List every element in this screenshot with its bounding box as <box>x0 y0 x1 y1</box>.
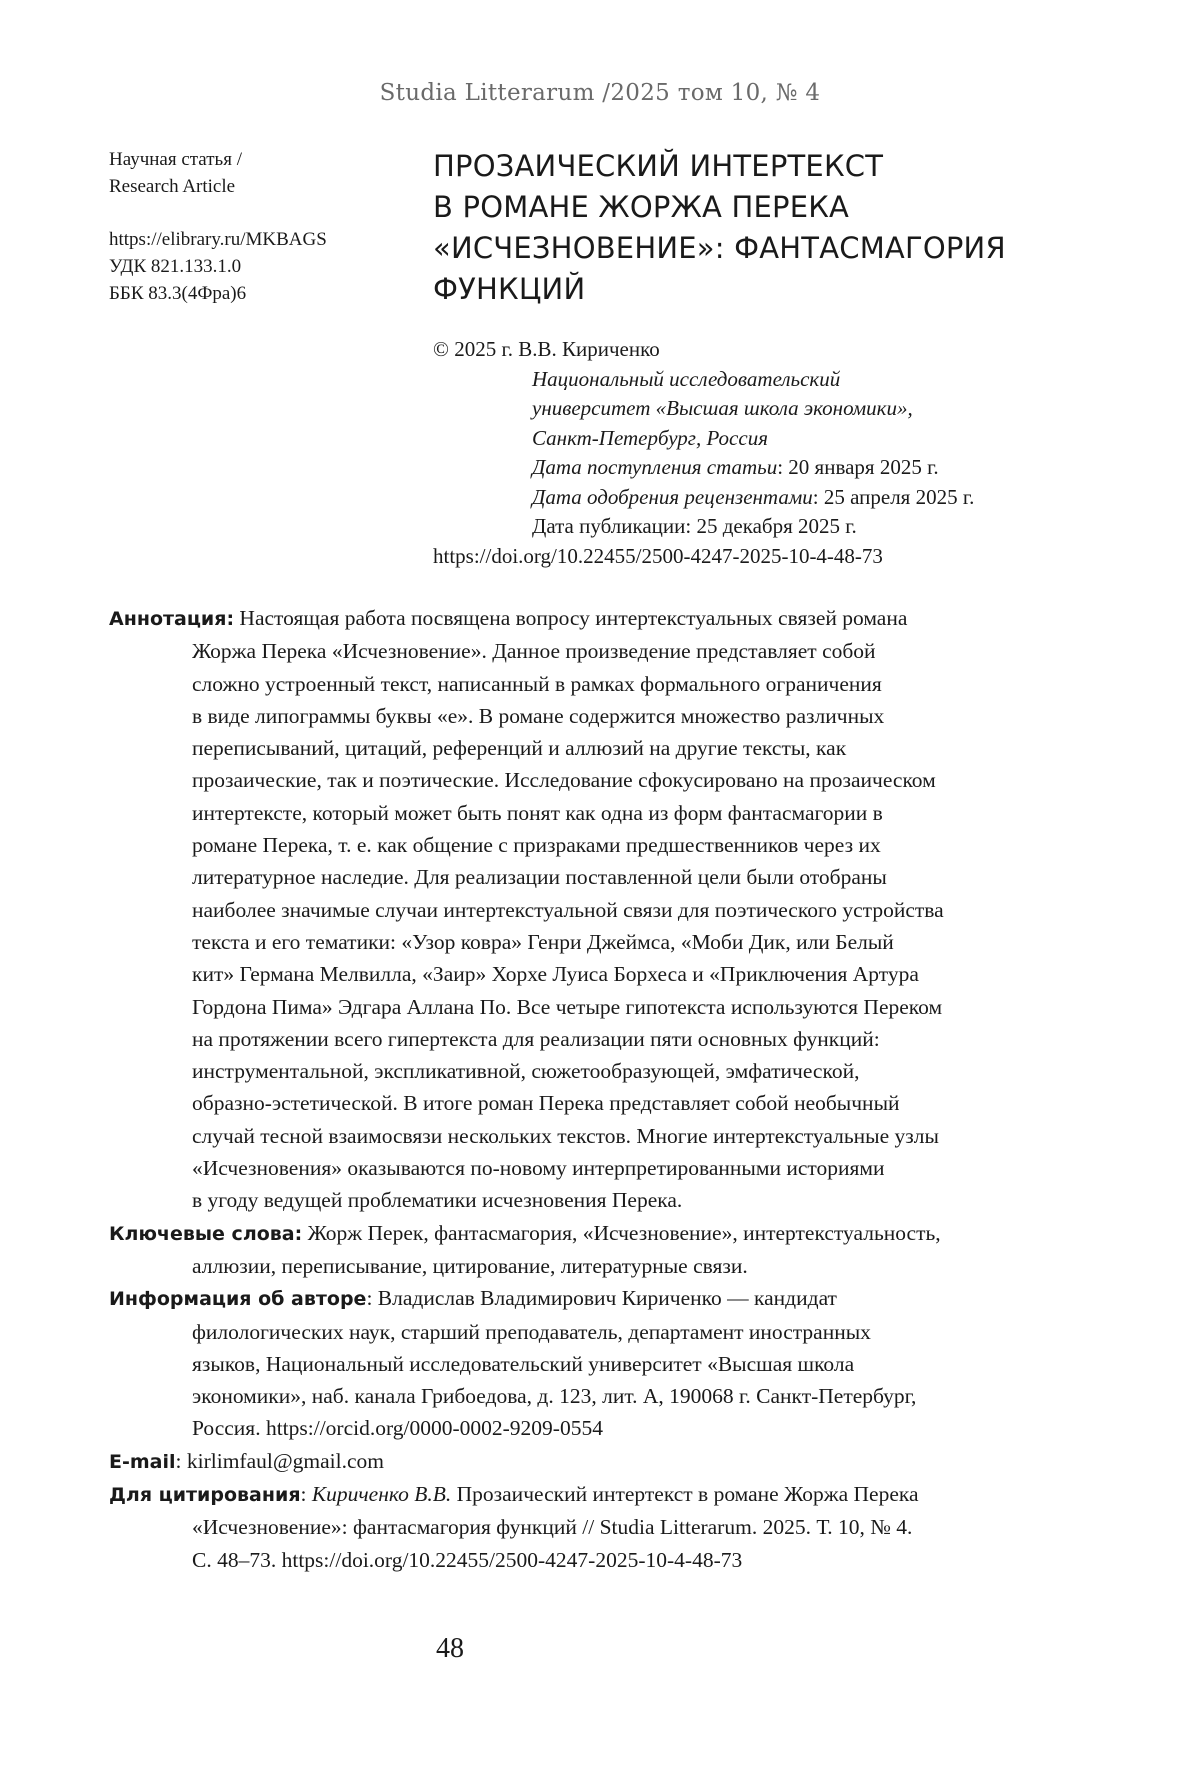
approved-label: Дата одобрения рецензентами <box>532 484 813 509</box>
author-info-text: : Владислав Владимирович Кириченко — кандидат <box>366 1286 837 1311</box>
abstract-line: романе Перека, т. е. как общение с призраками предшественников через их <box>192 833 881 858</box>
author-info-label: Информация об авторе <box>109 1288 367 1311</box>
abstract-line: в виде липограммы буквы «е». В романе содержится множество различных <box>192 703 885 728</box>
byline <box>433 335 1133 571</box>
article-title <box>433 146 1073 310</box>
affiliation-line: Национальный исследовательский <box>532 366 841 391</box>
article-meta <box>109 146 399 307</box>
author-info-line: экономики», наб. канала Грибоедова, д. 123, лит. А, 190068 г. Санкт-Петербург, <box>192 1384 917 1409</box>
citation-sep: : <box>300 1482 312 1507</box>
email-value[interactable]: : kirlimfaul@gmail.com <box>175 1448 384 1473</box>
keywords-text: Жорж Перек, фантасмагория, «Исчезновение», интертекстуальность, <box>302 1220 941 1245</box>
abstract-section <box>109 602 1057 1217</box>
keywords-line: аллюзии, переписывание, цитирование, литературные связи. <box>192 1253 748 1278</box>
abstract-text: Настоящая работа посвящена вопросу интертекстуальных связей романа <box>234 606 908 630</box>
abstract-line: кит» Германа Мелвилла, «Заир» Хорхе Луиса Борхеса и «Приключения Артура <box>192 962 919 987</box>
article-type-ru: Научная статья / <box>109 149 242 170</box>
abstract-line: литературное наследие. Для реализации поставленной цели были отобраны <box>192 865 887 890</box>
abstract-line: инструментальной, экспликативной, сюжетообразующей, эмфатической, <box>192 1059 860 1084</box>
abstract-line: в угоду ведущей проблематики исчезновения Перека. <box>192 1188 683 1213</box>
abstract-label: Аннотация: <box>109 608 235 630</box>
keywords-label: Ключевые слова: <box>109 1222 303 1245</box>
author-copyright: © 2025 г. В.В. Кириченко <box>433 337 660 361</box>
approved-value: : 25 апреля 2025 г. <box>812 484 975 509</box>
author-info-section <box>109 1282 1057 1444</box>
article-type-en: Research Article <box>109 176 236 197</box>
affiliation-line: Санкт-Петербург, Россия <box>532 425 768 450</box>
citation-text: Прозаический интертекст в романе Жоржа Перека <box>451 1482 919 1507</box>
abstract-line: сложно устроенный текст, написанный в рамках формального ограничения <box>192 671 882 696</box>
affiliation-line: университет «Высшая школа экономики», <box>532 396 913 420</box>
citation-author: Кириченко В.В. <box>311 1482 452 1507</box>
title-line: ПРОЗАИЧЕСКИЙ ИНТЕРТЕКСТ <box>433 149 884 183</box>
orcid-link[interactable]: Россия. https://orcid.org/0000-0002-9209-0554 <box>192 1416 603 1441</box>
article-front-matter <box>109 602 1057 1576</box>
received-date <box>433 453 1133 483</box>
citation-line: «Исчезновение»: фантасмагория функций // Studia Litterarum. 2025. Т. 10, № 4. <box>192 1515 913 1540</box>
elibrary-link[interactable]: https://elibrary.ru/MKBAGS <box>109 229 327 250</box>
received-label: Дата поступления статьи <box>532 455 778 479</box>
keywords-section <box>109 1217 1057 1283</box>
received-value: : 20 января 2025 г. <box>777 455 939 479</box>
abstract-line: случай тесной взаимосвязи нескольких текстов. Многие интертекстуальные узлы <box>192 1123 939 1148</box>
citation-label: Для цитирования <box>109 1484 301 1507</box>
abstract-line: переписываний, цитаций, референций и аллюзий на другие тексты, как <box>192 736 847 761</box>
citation-line[interactable]: С. 48–73. https://doi.org/10.22455/2500-4247-2025-10-4-48-73 <box>192 1547 743 1572</box>
author-info-line: языков, Национальный исследовательский университет «Высшая школа <box>192 1351 855 1376</box>
doi-link[interactable]: https://doi.org/10.22455/2500-4247-2025-10-4-48-73 <box>433 543 883 568</box>
abstract-line: интертексте, который может быть понят как одна из форм фантасмагории в <box>192 800 883 825</box>
page-number: 48 <box>436 1633 464 1664</box>
abstract-line: образно-эстетической. В итоге роман Перека представляет собой необычный <box>192 1091 900 1116</box>
abstract-line: наиболее значимые случаи интертекстуальной связи для поэтического устройства <box>192 897 944 922</box>
citation-section <box>109 1478 1057 1576</box>
journal-header: Studia Litterarum /2025 том 10, № 4 <box>379 80 821 106</box>
abstract-line: текста и его тематики: «Узор ковра» Генри Джеймса, «Моби Дик, или Белый <box>192 929 894 954</box>
abstract-line: на протяжении всего гипертекста для реализации пяти основных функций: <box>192 1026 880 1051</box>
email-section <box>109 1445 1057 1478</box>
abstract-line: Жоржа Перека «Исчезновение». Данное произведение представляет собой <box>192 639 876 664</box>
published-date: Дата публикации: 25 декабря 2025 г. <box>532 514 857 538</box>
title-line: В РОМАНЕ ЖОРЖА ПЕРЕКА <box>433 190 850 224</box>
abstract-line: Гордона Пима» Эдгара Аллана По. Все четыре гипотекста используются Переком <box>192 994 943 1019</box>
title-line: «ИСЧЕЗНОВЕНИЕ»: ФАНТАСМАГОРИЯ <box>433 231 1006 265</box>
author-info-line: филологических наук, старший преподаватель, департамент иностранных <box>192 1319 871 1344</box>
approved-date <box>433 483 1133 513</box>
bbk-code: ББК 83.3(4Фра)6 <box>109 283 247 304</box>
udk-code: УДК 821.133.1.0 <box>109 256 242 277</box>
abstract-line: прозаические, так и поэтические. Исследование сфокусировано на прозаическом <box>192 768 936 793</box>
title-line: ФУНКЦИЙ <box>433 272 586 306</box>
abstract-line: «Исчезновения» оказываются по-новому интерпретированными историями <box>192 1156 885 1181</box>
email-label: E-mail <box>109 1450 176 1473</box>
